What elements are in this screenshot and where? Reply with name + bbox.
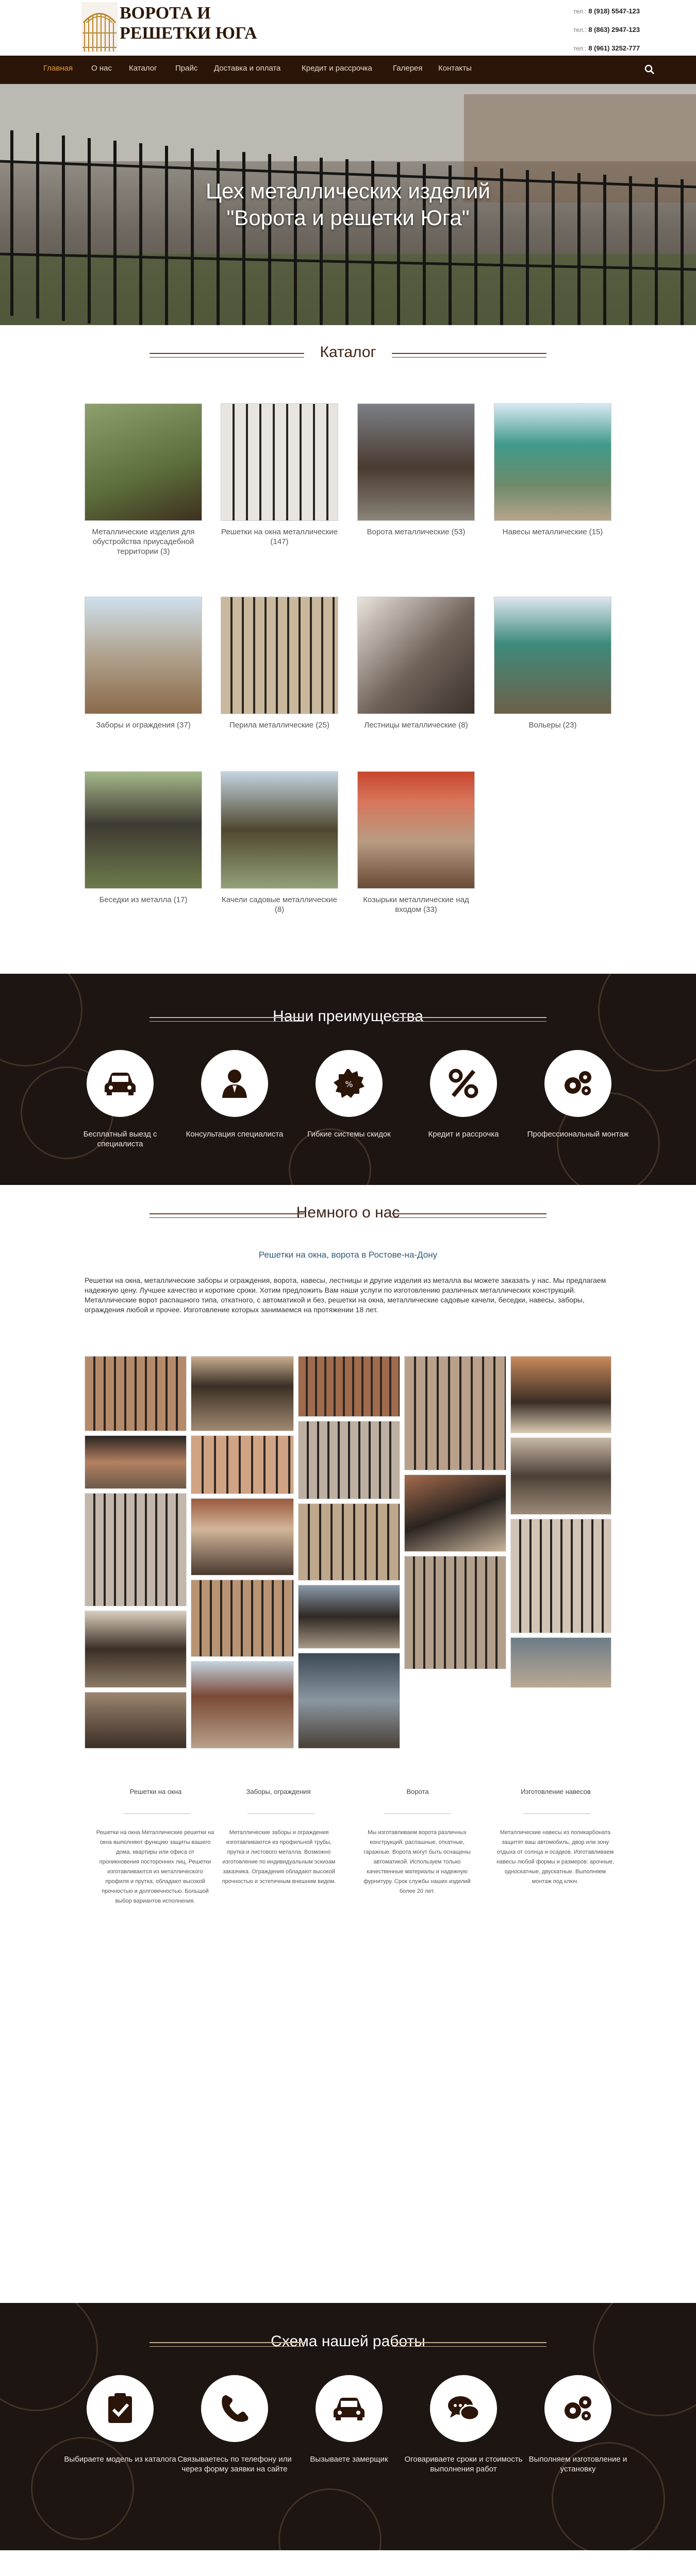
advantage-discounts <box>290 1050 408 1139</box>
scheme-label: Оговариваете сроки и стоимость выполнения работ <box>404 2455 523 2473</box>
gallery-image[interactable] <box>404 1475 506 1552</box>
site-header <box>0 0 696 56</box>
advantage-credit <box>404 1050 523 1139</box>
advantage-label: Бесплатный выезд с специалиста <box>83 1130 157 1148</box>
catalog-image <box>357 597 475 714</box>
catalog-label: Козырьки металлические над входом (33) <box>363 895 469 914</box>
advantage-consultation <box>175 1050 294 1139</box>
catalog-image <box>85 771 202 889</box>
nav-item-price[interactable]: Прайс <box>175 64 198 73</box>
gears-icon <box>561 2394 594 2423</box>
gallery-image[interactable] <box>191 1435 294 1494</box>
column-text-window-grilles: Решетки на окна Металлические решетки на окна выполняют функцию защиты вашего дома, квартиры или офиса от проникновения посторонних лиц. Решетки изготавливаются из металлического профиля и прутка, обладают высокой прочностью и долговечностью. Большой выбор вариантов исполнения. <box>96 1829 214 1904</box>
hero-banner <box>0 84 696 325</box>
percent-icon <box>448 1068 479 1099</box>
catalog-label: Беседки из металла (17) <box>99 895 188 904</box>
hero-title <box>0 178 696 231</box>
column-title-window-grilles[interactable]: Решетки на окна <box>129 1788 182 1795</box>
nav-item-credit[interactable]: Кредит и рассрочка <box>302 64 372 73</box>
catalog-image <box>357 771 475 889</box>
column-title-gates[interactable]: Ворота <box>406 1788 429 1795</box>
scheme-label: Выполняем изготовление и установку <box>528 2455 627 2473</box>
work-scheme-title <box>0 2333 696 2350</box>
catalog-image <box>221 403 338 521</box>
car-icon <box>104 1071 137 1096</box>
catalog-image <box>494 597 611 714</box>
catalog-card-awnings[interactable] <box>357 771 475 914</box>
catalog-card-fences[interactable] <box>85 597 202 730</box>
main-nav <box>0 56 696 84</box>
catalog-image <box>357 403 475 521</box>
scheme-step-choose <box>61 2375 179 2464</box>
advantages-section <box>0 974 696 1185</box>
scheme-label: Вызываете замерщик <box>310 2455 388 2464</box>
work-scheme-section <box>0 2303 696 2550</box>
scheme-step-contact <box>175 2375 294 2474</box>
phone-link[interactable]: 8 (918) 5547-123 <box>588 7 640 15</box>
gate-logo-icon[interactable] <box>81 2 118 53</box>
about-text: Решетки на окна, металлические заборы и ограждения, ворота, навесы, лестницы и другие изделия из металла вы можете заказать у нас. Мы предлагаем надежную цену. Лучшее качество и короткие сроки. Хотим предложить Вам наши услуги по изготовлению различных металлических конструкций. Металлические ворот распашного типа, откатного, с автоматикой и без, решетки на окна, металлические садовые качели, беседки, навесы, заборы, ограждения любой и прочее. Изготовление которых занимаемся на протяжении 18 лет. <box>85 1276 606 1314</box>
gallery-image[interactable] <box>298 1503 400 1581</box>
column-title-canopies[interactable]: Изготовление навесов <box>521 1788 591 1795</box>
gallery-image[interactable] <box>298 1421 400 1499</box>
person-icon <box>220 1068 249 1099</box>
header-phone-2 <box>573 21 640 39</box>
nav-item-delivery[interactable]: Доставка и оплата <box>214 64 281 73</box>
catalog-label: Заборы и ограждения (37) <box>96 721 191 730</box>
gallery-image[interactable] <box>85 1435 187 1489</box>
gallery-image[interactable] <box>298 1356 400 1417</box>
catalog-title: Каталог <box>320 344 376 361</box>
header-phone-3 <box>573 39 640 58</box>
advantage-label: Профессиональный монтаж <box>527 1130 629 1139</box>
nav-item-home[interactable]: Главная <box>43 64 73 73</box>
discount-badge-icon <box>334 1068 364 1099</box>
brand-line-2: РЕШЕТКИ ЮГА <box>120 24 257 43</box>
column-text-fences: Металлические заборы и ограждения изготавливаются из профильной трубы, прутка и листового металла. Возможно изготовление по индивидуальным эскизам заказчика. Ограждения обладают высокой прочностью и эстетичным внешним видом. <box>222 1829 336 1885</box>
scheme-step-measurer <box>290 2375 408 2464</box>
gallery-image[interactable] <box>510 1437 611 1515</box>
column-text-gates: Мы изготавливаем ворота различных конструкций: распашные, откатные, гаражные. Ворота могут быть оснащены автоматикой. Используем только качественные материалы и надежную фурнитуру. Срок службы наших изделий более 20 лет. <box>363 1829 471 1894</box>
phone-icon <box>219 2393 250 2424</box>
nav-item-about[interactable]: О нас <box>91 64 112 73</box>
catalog-label: Ворота металлические (53) <box>367 528 466 536</box>
gallery-image[interactable] <box>510 1637 611 1688</box>
nav-item-contacts[interactable]: Контакты <box>438 64 472 73</box>
catalog-card-gates[interactable] <box>357 403 475 537</box>
hero-title-line-1: Цех металлических изделий <box>205 179 491 203</box>
phone-prefix: тел.: <box>573 8 587 15</box>
catalog-card-railings[interactable] <box>221 597 338 730</box>
scheme-label: Выбираете модель из каталога <box>64 2455 176 2464</box>
catalog-label: Лестницы металлические (8) <box>364 721 468 730</box>
work-scheme-title-text: Схема нашей работы <box>271 2333 425 2350</box>
gallery-image[interactable] <box>191 1498 294 1575</box>
catalog-image <box>221 597 338 714</box>
gallery-image[interactable] <box>85 1356 187 1431</box>
phone-prefix: тел.: <box>573 45 587 52</box>
car-icon <box>333 2396 366 2421</box>
catalog-card-aviaries[interactable] <box>494 597 611 730</box>
advantage-free-visit <box>61 1050 179 1149</box>
gallery-image[interactable] <box>191 1356 294 1431</box>
advantage-installation <box>519 1050 637 1139</box>
column-text-canopies: Металлические навесы из поликарбоната защитят ваш автомобиль, двор или зону отдыха от солнца и осадков. Изготавливаем навесы любой формы и размеров: арочные, односкатные, двускатные. Выполняем монтаж под ключ. <box>496 1829 614 1885</box>
catalog-image <box>85 597 202 714</box>
nav-item-catalog[interactable]: Каталог <box>129 64 157 73</box>
gallery-image[interactable] <box>510 1356 611 1433</box>
header-phone-1 <box>573 2 640 21</box>
gallery-image[interactable] <box>298 1585 400 1649</box>
search-icon[interactable] <box>644 64 655 75</box>
catalog-label: Металлические изделия для обустройства приусадебной территории (3) <box>92 528 195 556</box>
column-title-fences[interactable]: Заборы, ограждения <box>246 1788 311 1795</box>
about-subtitle: Решетки на окна, ворота в Ростове-на-Дону <box>258 1250 438 1260</box>
advantage-label: Консультация специалиста <box>186 1130 284 1139</box>
gallery-image[interactable] <box>298 1653 400 1749</box>
gallery-image[interactable] <box>191 1580 294 1657</box>
hero-title-line-2: "Ворота и решетки Юга" <box>226 206 470 230</box>
catalog-card-canopies[interactable] <box>494 403 611 537</box>
catalog-label: Навесы металлические (15) <box>502 528 603 536</box>
phone-link[interactable]: 8 (863) 2947-123 <box>588 26 640 33</box>
advantage-label: Гибкие системы скидок <box>307 1130 391 1139</box>
advantages-title-text: Наши преимущества <box>273 1008 423 1025</box>
catalog-card-swings[interactable] <box>221 771 338 914</box>
catalog-label: Решетки на окна металлические (147) <box>221 528 338 546</box>
catalog-label: Вольеры (23) <box>528 721 577 730</box>
nav-item-gallery[interactable]: Галерея <box>393 64 423 73</box>
gallery-image[interactable] <box>85 1493 187 1606</box>
about-title: Немного о нас <box>296 1204 400 1221</box>
scheme-step-install <box>519 2375 637 2474</box>
svg-text:%: % <box>345 1079 353 1089</box>
header-phones <box>573 2 640 58</box>
gallery-image[interactable] <box>85 1692 187 1749</box>
brand-name[interactable] <box>120 3 257 43</box>
catalog-image <box>85 403 202 521</box>
gallery-image[interactable] <box>404 1556 506 1669</box>
about-section-title <box>0 1204 696 1222</box>
catalog-label: Качели садовые металлические (8) <box>222 895 337 914</box>
advantage-label: Кредит и рассрочка <box>428 1130 499 1139</box>
catalog-card-garden[interactable] <box>85 403 202 556</box>
catalog-section-title <box>0 344 696 361</box>
gears-icon <box>561 1069 594 1098</box>
catalog-card-gazebos[interactable] <box>85 771 202 905</box>
gallery-image[interactable] <box>191 1661 294 1749</box>
scheme-label: Связываетесь по телефону или через форму заявки на сайте <box>177 2455 292 2473</box>
phone-prefix: тел.: <box>573 26 587 33</box>
gallery-image[interactable] <box>510 1519 611 1633</box>
catalog-card-stairs[interactable] <box>357 597 475 730</box>
chat-icon <box>447 2394 480 2423</box>
gallery-image[interactable] <box>404 1356 506 1470</box>
catalog-label: Перила металлические (25) <box>229 721 329 730</box>
gallery-image[interactable] <box>85 1611 187 1688</box>
catalog-card-window-grilles[interactable] <box>221 403 338 547</box>
brand-line-1: ВОРОТА И <box>120 4 211 23</box>
catalog-image <box>494 403 611 521</box>
advantages-title <box>0 1008 696 1025</box>
catalog-image <box>221 771 338 889</box>
scheme-step-agree <box>404 2375 523 2474</box>
phone-link[interactable]: 8 (961) 3252-777 <box>588 44 640 52</box>
checklist-icon <box>106 2393 134 2424</box>
